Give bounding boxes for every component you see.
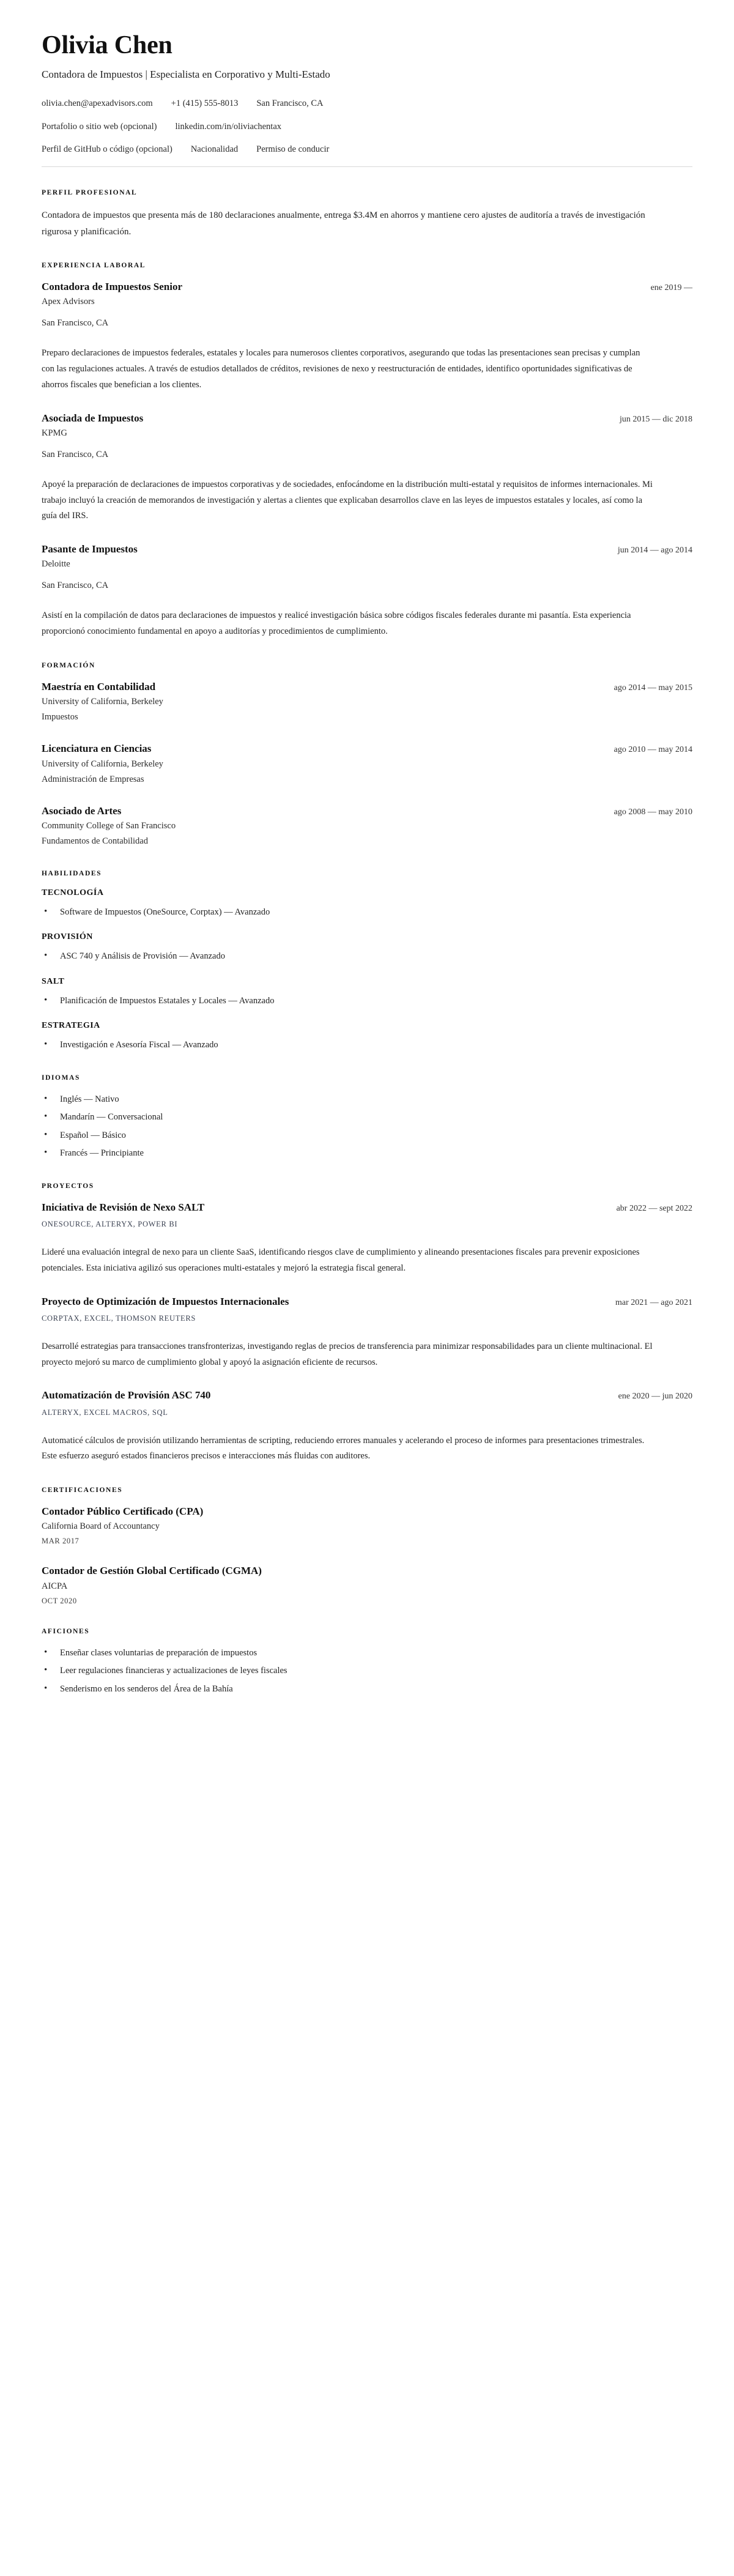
skill-list (42, 905, 692, 919)
contact-row-primary (42, 97, 692, 109)
project-stack: ONESOURCE, ALTERYX, POWER BI (42, 1219, 178, 1228)
candidate-name: Olivia Chen (42, 31, 172, 59)
section-hobbies (42, 1628, 692, 1696)
project-date: abr 2022 — sept 2022 (616, 1203, 692, 1213)
section-title-certifications: CERTIFICACIONES (42, 1487, 123, 1494)
hobby-item: • Senderismo en los senderos del Área de la Bahía (42, 1682, 692, 1696)
experience-company: KPMG (42, 428, 67, 438)
certification-name: Contador de Gestión Global Certificado (CGMA) (42, 1565, 262, 1577)
skill-list (42, 1038, 692, 1052)
section-projects (42, 1182, 692, 1465)
education-school: Community College of San Francisco (42, 820, 176, 831)
language-item: • Español — Básico (42, 1129, 692, 1142)
certification-issuer: AICPA (42, 1581, 68, 1591)
language-item: • Francés — Principiante (42, 1146, 692, 1160)
experience-description: Preparo declaraciones de impuestos federales, estatales y locales para numerosos clientes corporativos, asegurando que todas las presentaciones sean precisas y cumplan con las regulaciones actuales. A través de estudios detallados de créditos, revisiones de nexo y reestructuración de entidades, identifico oportunidades significativas de ahorros fiscales que benefician a los clientes. (42, 348, 640, 390)
section-title-projects: PROYECTOS (42, 1182, 94, 1190)
experience-date: jun 2015 — dic 2018 (620, 414, 692, 424)
contact-phone[interactable]: +1 (415) 555-8013 (171, 98, 239, 109)
experience-description: Asistí en la compilación de datos para declaraciones de impuestos y realicé investigación básica sobre códigos fiscales federales durante mi pasantía. Esta experiencia proporcionó conocimiento fundamental en apoyo a auditorías y procedimientos de cumplimiento. (42, 611, 631, 637)
experience-location: San Francisco, CA (42, 318, 109, 328)
education-date: ago 2014 — may 2015 (614, 683, 692, 693)
candidate-headline: Contadora de Impuestos | Especialista en Corporativo y Multi-Estado (42, 69, 330, 81)
contact-github[interactable]: Perfil de GitHub o código (opcional) (42, 144, 172, 155)
education-degree: Asociado de Artes (42, 804, 122, 817)
education-entry-header (42, 680, 692, 693)
education-school: University of California, Berkeley (42, 697, 163, 707)
skill-list (42, 949, 692, 963)
experience-location: San Francisco, CA (42, 449, 109, 459)
project-description: Lideré una evaluación integral de nexo para un cliente SaaS, identificando riesgos clave de cumplimiento y alineando presentaciones fiscales para prevenir exposiciones potenciales. Esta iniciativa agilizó sus operaciones multi-estatales y mejoró la estrategia fiscal general. (42, 1247, 640, 1273)
header-divider (42, 166, 692, 167)
certification-date: MAR 2017 (42, 1537, 80, 1546)
experience-description: Apoyé la preparación de declaraciones de impuestos corporativas y de sociedades, enfocándome en la distribución multi-estatal y requisitos de informes internacionales. Mi trabajo incluyó la creación de memorandos de investigación y alertas a clientes que explicaban desarrollos clave en las leyes de impuestos estatales y locales, así como la guía del IRS. (42, 479, 653, 521)
section-title-skills: HABILIDADES (42, 869, 102, 877)
experience-entry-header (42, 412, 692, 425)
contact-location: San Francisco, CA (256, 98, 324, 109)
education-field: Administración de Empresas (42, 774, 144, 784)
skill-group-label: SALT (42, 976, 65, 986)
skill-item: • Software de Impuestos (OneSource, Corptax) — Avanzado (42, 905, 692, 919)
experience-company: Apex Advisors (42, 297, 95, 307)
experience-date: ene 2019 — (650, 283, 692, 292)
certification-entry (42, 1505, 692, 1546)
profile-summary-text: Contadora de impuestos que presenta más de 180 declaraciones anualmente, entrega $3.4M en ahorros y mantiene cero ajustes de auditoría a través de investigación rigurosa y planificación. (42, 210, 645, 237)
project-description: Desarrollé estrategias para transacciones transfronterizas, investigando reglas de precios de transferencia para minimizar responsabilidades para un cliente multinacional. El proyecto mejoró su marco de cumplimiento global y apoyó la asignación eficiente de recursos. (42, 1341, 653, 1367)
education-date: ago 2008 — may 2010 (614, 807, 692, 817)
contact-portfolio[interactable]: Portafolio o sitio web (opcional) (42, 121, 157, 132)
experience-role: Contadora de Impuestos Senior (42, 280, 182, 292)
resume-header (42, 32, 692, 167)
section-profile (42, 189, 692, 240)
section-title-profile: PERFIL PROFESIONAL (42, 189, 138, 197)
experience-company: Deloitte (42, 559, 70, 570)
section-skills (42, 870, 692, 1052)
education-entry (42, 804, 692, 848)
skill-group-tecnologia (42, 888, 692, 919)
section-languages (42, 1074, 692, 1160)
section-title-experience: EXPERIENCIA LABORAL (42, 261, 146, 269)
education-degree: Licenciatura en Ciencias (42, 743, 152, 755)
section-experience (42, 262, 692, 640)
skill-group-label: ESTRATEGIA (42, 1021, 100, 1031)
project-entry (42, 1295, 692, 1371)
project-stack: CORPTAX, EXCEL, THOMSON REUTERS (42, 1313, 196, 1323)
section-education (42, 662, 692, 848)
project-name: Proyecto de Optimización de Impuestos Internacionales (42, 1295, 289, 1307)
project-date: ene 2020 — jun 2020 (618, 1392, 692, 1401)
experience-role: Asociada de Impuestos (42, 412, 144, 424)
education-entry-header (42, 804, 692, 817)
skill-group-label: PROVISIÓN (42, 932, 93, 942)
certification-issuer: California Board of Accountancy (42, 1521, 160, 1532)
project-entry-header (42, 1201, 692, 1214)
experience-date: jun 2014 — ago 2014 (617, 546, 692, 555)
experience-entry-header (42, 543, 692, 555)
education-degree: Maestría en Contabilidad (42, 681, 156, 693)
contact-linkedin[interactable]: linkedin.com/in/oliviachentax (175, 121, 282, 132)
skill-list (42, 994, 692, 1008)
section-certifications (42, 1487, 692, 1606)
hobby-item: • Leer regulaciones financieras y actualizaciones de leyes fiscales (42, 1664, 692, 1677)
project-date: mar 2021 — ago 2021 (615, 1297, 692, 1307)
education-entry (42, 680, 692, 724)
skill-group-label: TECNOLOGÍA (42, 888, 104, 897)
project-entry (42, 1389, 692, 1464)
skill-group-provision (42, 932, 692, 963)
skill-item: • Investigación e Asesoría Fiscal — Avanzado (42, 1038, 692, 1052)
contact-row-misc (42, 143, 692, 155)
education-date: ago 2010 — may 2014 (614, 745, 692, 755)
education-school: University of California, Berkeley (42, 759, 163, 769)
skill-group-salt (42, 977, 692, 1008)
project-entry-header (42, 1295, 692, 1308)
education-entry (42, 742, 692, 785)
language-item: • Inglés — Nativo (42, 1093, 692, 1106)
experience-entry-header (42, 280, 692, 293)
contact-email[interactable]: olivia.chen@apexadvisors.com (42, 98, 153, 109)
section-title-languages: IDIOMAS (42, 1074, 80, 1082)
certification-date: OCT 2020 (42, 1596, 77, 1605)
language-item: • Mandarín — Conversacional (42, 1110, 692, 1124)
certification-name: Contador Público Certificado (CPA) (42, 1505, 204, 1518)
contact-row-web (42, 121, 692, 133)
project-entry (42, 1201, 692, 1277)
project-stack: ALTERYX, EXCEL MACROS, SQL (42, 1408, 168, 1417)
experience-entry (42, 543, 692, 640)
education-entry-header (42, 742, 692, 755)
contact-driving-license: Permiso de conducir (256, 144, 330, 155)
project-name: Automatización de Provisión ASC 740 (42, 1389, 211, 1401)
experience-entry (42, 280, 692, 393)
skill-item: • ASC 740 y Análisis de Provisión — Avanzado (42, 949, 692, 963)
education-field: Fundamentos de Contabilidad (42, 836, 148, 846)
experience-entry (42, 412, 692, 525)
experience-role: Pasante de Impuestos (42, 543, 138, 555)
hobby-list (42, 1646, 692, 1696)
hobby-item: • Enseñar clases voluntarias de preparación de impuestos (42, 1646, 692, 1660)
project-description: Automaticé cálculos de provisión utilizando herramientas de scripting, reduciendo errores manuales y acelerando el proceso de informes para presentaciones trimestrales. Este esfuerzo aseguró estados financieros precisos e interacciones más fluidas con auditores. (42, 1435, 645, 1461)
certification-entry (42, 1564, 692, 1605)
skill-item: • Planificación de Impuestos Estatales y Locales — Avanzado (42, 994, 692, 1008)
experience-location: San Francisco, CA (42, 581, 109, 591)
skill-group-estrategia (42, 1021, 692, 1052)
section-title-education: FORMACIÓN (42, 662, 95, 670)
section-title-hobbies: AFICIONES (42, 1627, 90, 1635)
project-name: Iniciativa de Revisión de Nexo SALT (42, 1201, 205, 1213)
contact-nationality: Nacionalidad (190, 144, 239, 155)
language-list (42, 1093, 692, 1160)
education-field: Impuestos (42, 712, 78, 722)
project-entry-header (42, 1389, 692, 1401)
